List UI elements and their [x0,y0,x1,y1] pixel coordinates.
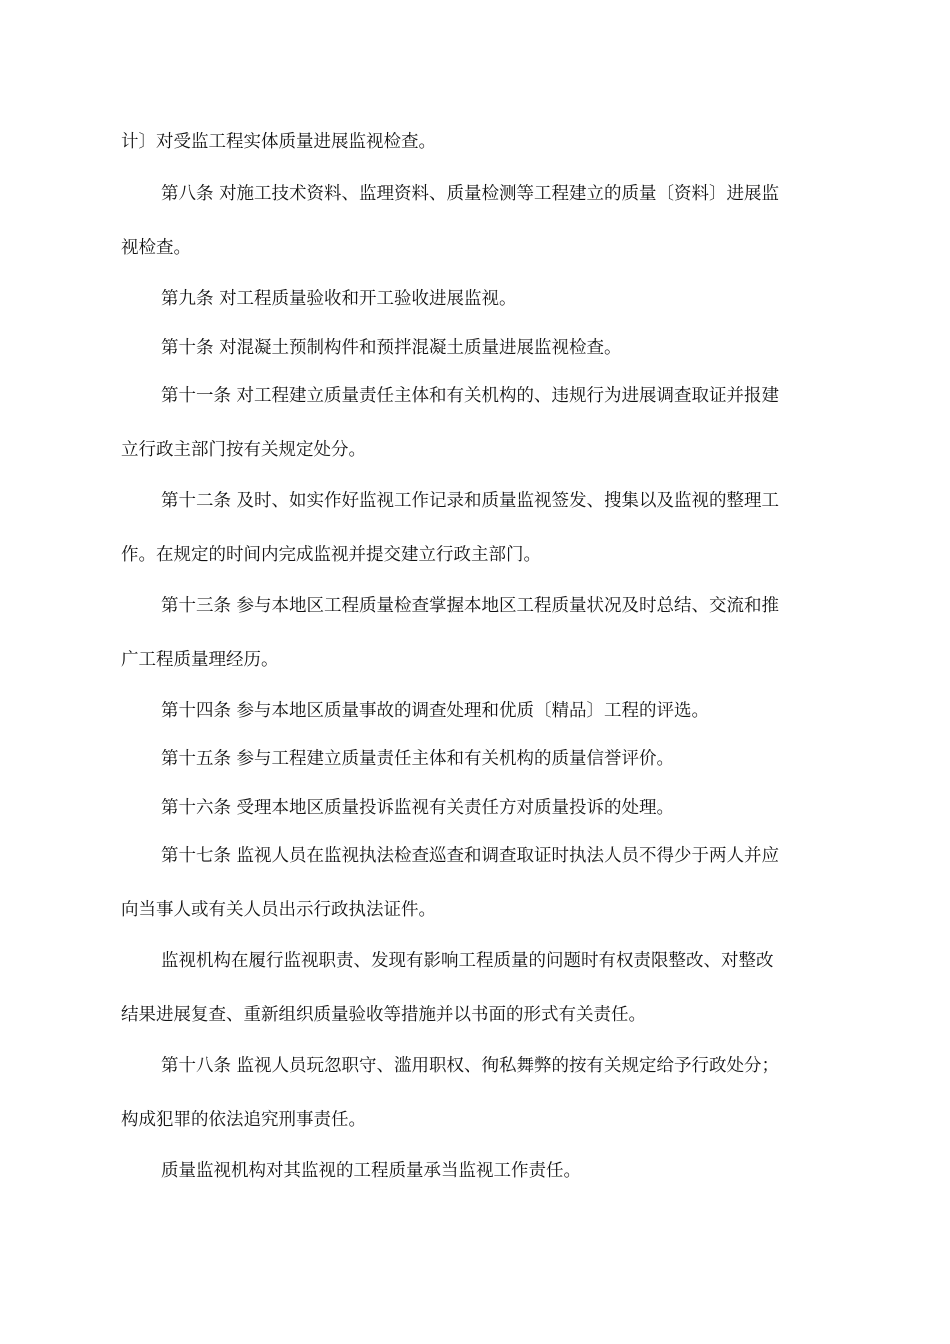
text-line: 质量监视机构对其监视的工程质量承当监视工作责任。 [161,1161,581,1181]
text-line: 向当事人或有关人员出示行政执法证件。 [121,900,436,920]
text-line: 第九条 对工程质量验收和开工验收进展监视。 [161,289,517,309]
text-line: 第十条 对混凝土预制构件和预拌混凝土质量进展监视检查。 [161,338,622,358]
text-line: 第十二条 及时、如实作好监视工作记录和质量监视签发、搜集以及监视的整理工 [161,491,780,511]
text-line: 立行政主部门按有关规定处分。 [121,440,366,460]
text-line: 第十三条 参与本地区工程质量检查掌握本地区工程质量状况及时总结、交流和推 [161,596,780,616]
text-line: 第十八条 监视人员玩忽职守、滥用职权、徇私舞弊的按有关规定给予行政处分； [161,1056,780,1076]
text-line: 第十五条 参与工程建立质量责任主体和有关机构的质量信誉评价。 [161,749,675,769]
text-line: 视检查。 [121,238,191,258]
text-line: 第八条 对施工技术资料、监理资料、质量检测等工程建立的质量〔资料〕进展监 [161,184,780,204]
text-line: 构成犯罪的依法追究刑事责任。 [121,1110,366,1130]
text-line: 计〕对受监工程实体质量进展监视检查。 [121,132,436,152]
text-line: 作。在规定的时间内完成监视并提交建立行政主部门。 [121,545,541,565]
text-line: 监视机构在履行监视职责、发现有影响工程质量的问题时有权责限整改、对整改 [161,951,774,971]
text-line: 第十四条 参与本地区质量事故的调查处理和优质〔精品〕工程的评选。 [161,701,710,721]
text-line: 结果进展复查、重新组织质量验收等措施并以书面的形式有关责任。 [121,1005,646,1025]
text-line: 第十七条 监视人员在监视执法检查巡查和调查取证时执法人员不得少于两人并应 [161,846,780,866]
text-line: 第十一条 对工程建立质量责任主体和有关机构的、违规行为进展调查取证并报建 [161,386,780,406]
text-line: 第十六条 受理本地区质量投诉监视有关责任方对质量投诉的处理。 [161,798,675,818]
text-line: 广工程质量理经历。 [121,650,279,670]
